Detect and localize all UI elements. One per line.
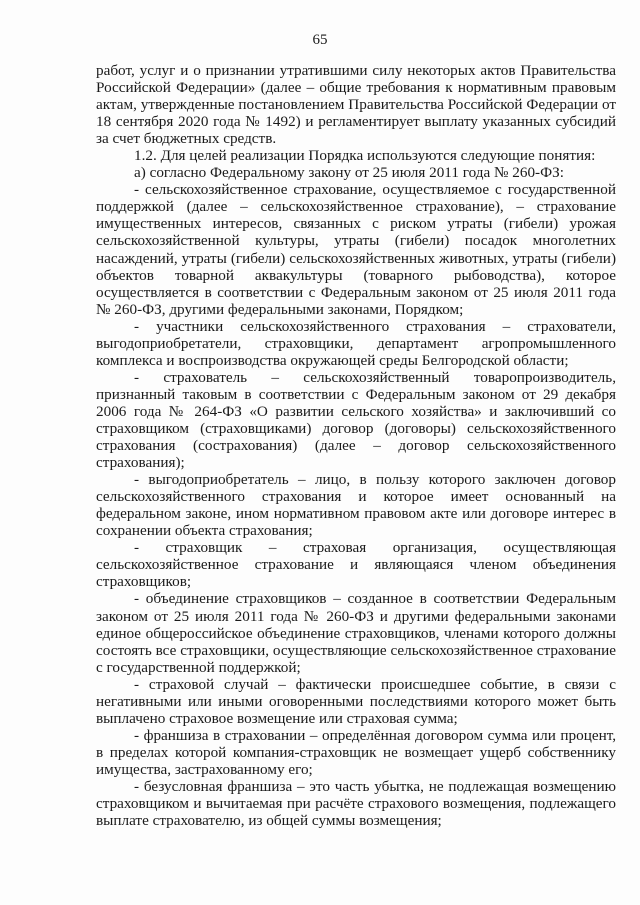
paragraph: - объединение страховщиков – созданное в соответствии Федеральным законом от 25 июля 2011 года № 260-ФЗ и другими федеральными законами единое общероссийское объединение страховщиков, членами которого должны состоять все страховщики, осуществляющие сельскохозяйственное страхование с государственной поддержкой;	[96, 590, 616, 676]
paragraph: - выгодоприобретатель – лицо, в пользу которого заключен договор сельскохозяйственного страхования и которое имеет основанный на федеральном законе, ином нормативном правовом акте или договоре интерес в сохранении объекта страхования;	[96, 471, 616, 540]
paragraph: - безусловная франшиза – это часть убытка, не подлежащая возмещению страховщиком и вычитаемая при расчёте страхового возмещения, подлежащего выплате страхователю, из общей суммы возмещения;	[96, 777, 616, 830]
page-number: 65	[312, 32, 328, 48]
paragraph: - сельскохозяйственное страхование, осуществляемое с государственной поддержкой (далее – сельскохозяйственное страхование), – страхование имущественных интересов, связанных с риском утраты (гибели) урожая сельскохозяйственной культуры, утраты (гибели) посадок многолетних насаждений, утраты (гибели) сельскохозяйственных животных, утраты (гибели) объектов товарной аквакультуры (товарного рыбоводства), которое осуществляется в соответствии с Федеральным законом от 25 июля 2011 года № 260-ФЗ, другими федеральными законами, Порядком;	[96, 181, 616, 318]
paragraph: - участники сельскохозяйственного страхования – страхователи, выгодоприобретатели, страховщики, департамент агропромышленного комплекса и воспроизводства окружающей среды Белгородской области;	[96, 317, 616, 369]
paragraph: а) согласно Федеральному закону от 25 июля 2011 года № 260-ФЗ:	[134, 164, 564, 182]
paragraph: - франшиза в страховании – определённая договором сумма или процент, в пределах которой компания-страховщик не возмещает ущерб собственнику имущества, застрахованному его;	[96, 726, 616, 778]
paragraph: - страховой случай – фактически происшедшее событие, в связи с негативными или иными оговоренными последствиями которого может быть выплачено страховое возмещение или страховая сумма;	[96, 675, 616, 727]
document-body	[96, 62, 616, 829]
paragraph: работ, услуг и о признании утратившими силу некоторых актов Правительства Российской Федерации» (далее – общие требования к нормативным правовым актам, утвержденные постановлением Правительства Российской Федерации от 18 сентября 2020 года № 1492) и регламентирует выплату указанных субсидий за счет бюджетных средств.	[96, 62, 616, 148]
paragraph: - страховщик – страховая организация, осуществляющая сельскохозяйственное страхование и являющаяся членом объединения страховщиков;	[96, 539, 616, 591]
paragraph: - страхователь – сельскохозяйственный товаропроизводитель, признанный таковым в соответствии с Федеральным законом от 29 декабря 2006 года № 264-ФЗ «О развитии сельского хозяйства» и заключивший со страховщиком (страховщиками) договор (договоры) сельскохозяйственного страхования (сострахования) (далее – договор сельскохозяйственного страхования);	[96, 368, 616, 472]
paragraph: 1.2. Для целей реализации Порядка используются следующие понятия:	[134, 147, 596, 165]
